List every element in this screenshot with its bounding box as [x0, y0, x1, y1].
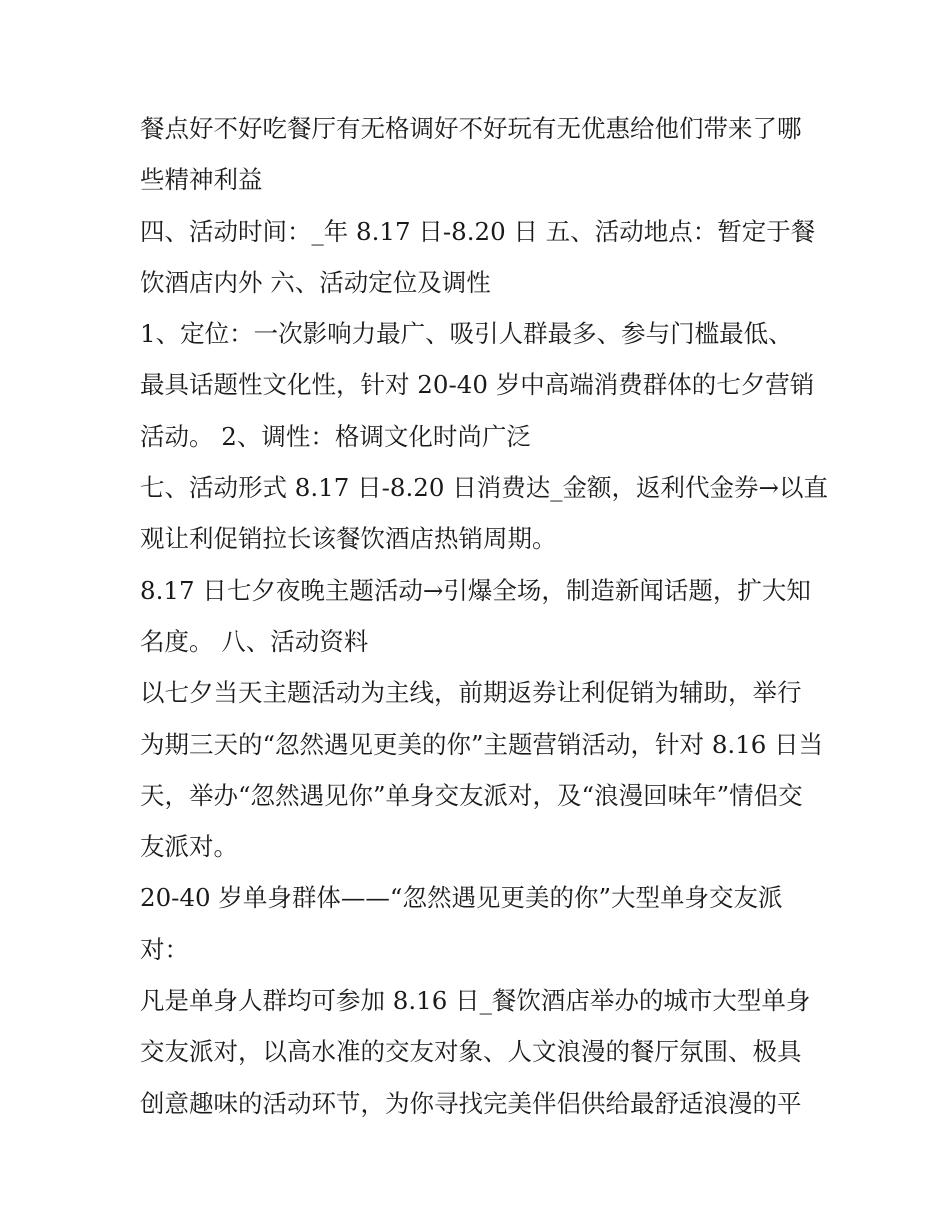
text-line: 活动。 2、调性：格调文化时尚广泛 — [140, 421, 531, 451]
text-line: 以七夕当天主题活动为主线，前期返券让利促销为辅助，举行 — [140, 678, 802, 708]
text-line: 七、活动形式 8.17 日-8.20 日消费达_金额，返利代金券→以直 — [140, 473, 829, 503]
text-line: 为期三天的“忽然遇见更美的你”主题营销活动，针对 8.16 日当 — [140, 729, 824, 759]
text-line: 20-40 岁单身群体——“忽然遇见更美的你”大型单身交友派 — [140, 883, 783, 913]
text-line: 餐点好不好吃餐厅有无格调好不好玩有无优惠给他们带来了哪 — [140, 114, 802, 143]
text-line: 些精神利益 — [140, 165, 263, 195]
text-line: 凡是单身人群均可参加 8.16 日_餐饮酒店举办的城市大型单身 — [140, 986, 811, 1016]
text-line: 四、活动时间：_年 8.17 日-8.20 日 五、活动地点：暂定于餐 — [140, 216, 816, 246]
text-line: 天，举办“忽然遇见你”单身交友派对，及“浪漫回味年”情侣交 — [140, 780, 803, 810]
text-line: 1、定位：一次影响力最广、吸引人群最多、参与门槛最低、 — [140, 319, 793, 349]
text-line: 创意趣味的活动环节，为你寻找完美伴侣供给最舒适浪漫的平 — [140, 1088, 802, 1118]
text-line: 对： — [140, 934, 189, 964]
text-line: 名度。 八、活动资料 — [140, 626, 369, 656]
text-line: 友派对。 — [140, 832, 238, 862]
body-text — [140, 103, 829, 1129]
text-line: 饮酒店内外 六、活动定位及调性 — [140, 267, 491, 297]
text-line: 最具话题性文化性，针对 20-40 岁中高端消费群体的七夕营销 — [140, 370, 815, 400]
text-line: 观让利促销拉长该餐饮酒店热销周期。 — [140, 524, 557, 554]
text-line: 交友派对，以高水准的交友对象、人文浪漫的餐厅氛围、极具 — [140, 1037, 802, 1067]
text-line: 8.17 日七夕夜晚主题活动→引爆全场，制造新闻话题，扩大知 — [140, 575, 811, 605]
